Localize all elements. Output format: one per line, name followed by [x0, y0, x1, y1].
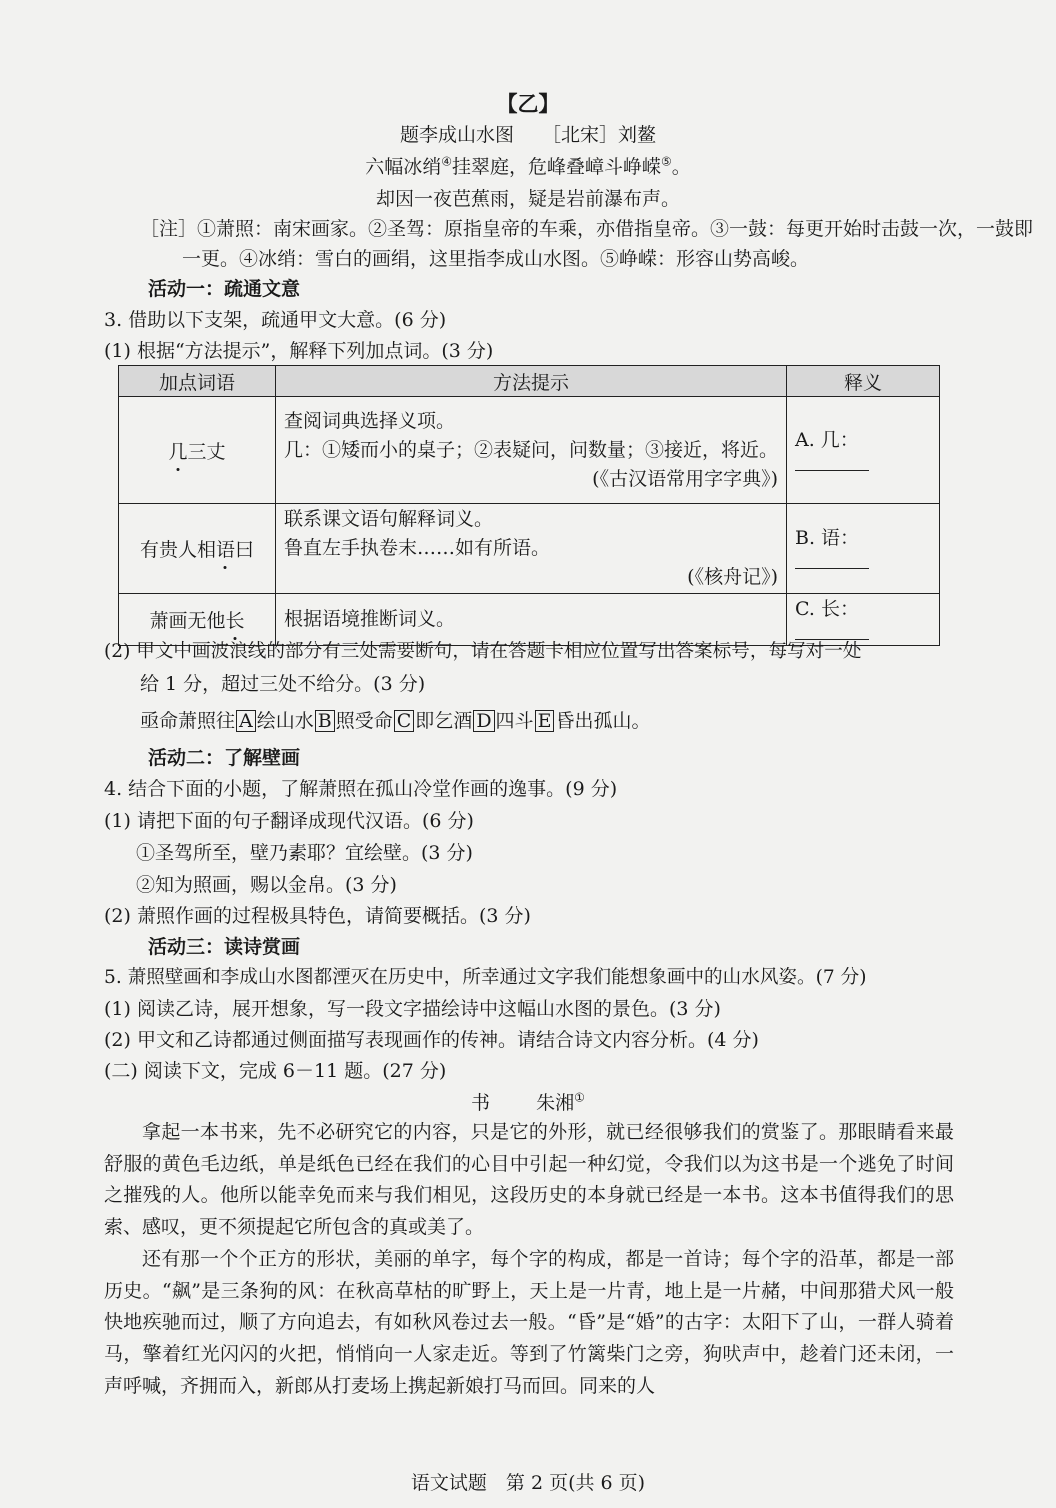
dotted-char: 几: [168, 440, 188, 463]
break-mark-d: D: [473, 710, 494, 732]
table-cell-word: 几三丈: [119, 397, 276, 504]
question-3-2-b: 给 1 分，超过三处不给分。(3 分): [140, 673, 426, 695]
table-cell-answer: C. 长：: [787, 594, 940, 646]
notes-line-1: ［注］①萧照：南宋画家。②圣驾：原指皇帝的车乘，亦借指皇帝。③一鼓：每更开始时击鼓一次，一鼓即: [140, 218, 1034, 240]
table-cell-hint: 联系课文语句解释词义。 鲁直左手执卷末……如有所语。 (《核舟记》): [275, 504, 786, 594]
page-footer: 语文试题 第 2 页(共 6 页): [410, 1472, 646, 1494]
poem-author: ［北宋］刘鳌: [542, 124, 657, 146]
poem-line-1-c: 。: [671, 156, 691, 178]
poem-title-line: [0, 120, 1056, 147]
table-cell-answer: B. 语：: [787, 504, 940, 594]
table-header: 释义: [787, 366, 940, 397]
footnote-marker: ①: [574, 1090, 585, 1105]
table-header: 加点词语: [119, 366, 276, 397]
essay-title: 书: [471, 1092, 491, 1114]
question-5: 5. 萧照壁画和李成山水图都湮灭在历史中，所幸通过文字我们能想象画中的山水风姿。(7 分): [104, 967, 867, 988]
essay-author: 朱湘: [536, 1092, 575, 1114]
poem-title: 题李成山水图: [399, 124, 514, 146]
question-4-1-a: ①圣驾所至，壁乃素耶？宜绘壁。(3 分): [136, 842, 473, 864]
question-5-1: (1) 阅读乙诗，展开想象，写一段文字描绘诗中这幅山水图的景色。(3 分): [104, 998, 721, 1020]
part-2-heading: (二) 阅读下文，完成 6－11 题。(27 分): [104, 1060, 447, 1082]
question-4-1-b: ②知为照画，赐以金帛。(3 分): [136, 874, 397, 896]
break-mark-a: A: [236, 710, 256, 732]
footnote-marker: ⑤: [661, 154, 672, 169]
question-4: 4. 结合下面的小题，了解萧照在孤山冷堂作画的逸事。(9 分): [104, 778, 618, 800]
question-3-2-a: (2) 甲文中画波浪线的部分有三处需要断句，请在答题卡相应位置写出答案标号，每写对一处: [104, 641, 862, 662]
table-cell-word: 有贵人相语曰: [119, 504, 276, 594]
break-mark-b: B: [315, 710, 335, 732]
question-4-2: (2) 萧照作画的过程极具特色，请简要概括。(3 分): [104, 905, 531, 927]
question-3: 3. 借助以下支架，疏通甲文大意。(6 分): [104, 309, 447, 331]
answer-blank: [795, 452, 869, 471]
vocab-table: [118, 365, 940, 646]
essay-paragraph-2: 还有那一个个正方的形状，美丽的单字，每个字的构成，都是一首诗；每个字的沿革，都是一部历史。“飙”是三条狗的风：在秋高草枯的旷野上，天上是一片青，地上是一片赭，中间那猎犬风一般快地疾驰而过，顺了方向追去，有如秋风卷过去一般。“昏”是“婚”的古字：太阳下了山，一群人骑着马，擎着红光闪闪的火把，悄悄向一人家走近。等到了竹篱柴门之旁，狗吠声中，趁着门还未闭，一声呼喊，齐拥而入，新郎从打麦场上携起新娘打马而回。同来的人: [104, 1247, 954, 1397]
question-5-2: (2) 甲文和乙诗都通过侧面描写表现画作的传神。请结合诗文内容分析。(4 分): [104, 1029, 759, 1051]
break-mark-e: E: [535, 710, 555, 732]
section-header: 【乙】: [496, 91, 560, 116]
question-3-1: (1) 根据“方法提示”，解释下列加点词。(3 分): [104, 340, 494, 362]
essay-body: [104, 1117, 954, 1402]
table-cell-answer: A. 几：: [787, 397, 940, 504]
table-cell-word: 萧画无他长: [119, 594, 276, 646]
notes-line-2: 一更。④冰绡：雪白的画绢，这里指李成山水图。⑤峥嵘：形容山势高峻。: [182, 248, 810, 270]
poem-line-1-a: 六幅冰绡: [365, 156, 442, 178]
dotted-char: 长: [225, 610, 245, 632]
activity-1-heading: 活动一：疏通文意: [148, 278, 301, 300]
table-header-row: [119, 366, 940, 397]
essay-title-line: [0, 1088, 1056, 1115]
poem-line-1: [0, 152, 1056, 179]
dotted-char: 语: [215, 539, 235, 561]
table-cell-hint: 根据语境推断词义。: [275, 594, 786, 646]
break-mark-c: C: [394, 710, 415, 732]
table-row: [119, 504, 940, 594]
answer-blank: [795, 550, 869, 569]
essay-paragraph-1: 拿起一本书来，先不必研究它的内容，只是它的外形，就已经很够我们的赏鉴了。那眼睛看来最舒服的黄色毛边纸，单是纸色已经在我们的心目中引起一种幻觉，令我们以为这书是一个逃免了时间之摧残的人。他所以能幸免而来与我们相见，这段历史的本身就已经是一本书。这本书值得我们的思索、感叹，更不须提起它所包含的真或美了。: [104, 1121, 954, 1239]
activity-2-heading: 活动二：了解壁画: [148, 747, 301, 769]
table-cell-hint: 查阅词典选择义项。 几：①矮而小的桌子；②表疑问，问数量；③接近，将近。 (《古汉语常用字字典》): [275, 397, 786, 504]
wavy-sentence: 亟命萧照往 A 绘山水 B 照受命 C 即乞酒 D 四斗 E 昏出孤山。: [140, 710, 651, 732]
poem-line-1-b: 挂翠庭，危峰叠嶂斗峥嵘: [451, 156, 661, 178]
table-header: 方法提示: [275, 366, 786, 397]
table-row: [119, 397, 940, 504]
footnote-marker: ④: [441, 154, 452, 169]
poem-line-2: 却因一夜芭蕉雨，疑是岩前瀑布声。: [375, 188, 680, 210]
question-4-1: (1) 请把下面的句子翻译成现代汉语。(6 分): [104, 810, 474, 832]
activity-3-heading: 活动三：读诗赏画: [148, 936, 301, 958]
